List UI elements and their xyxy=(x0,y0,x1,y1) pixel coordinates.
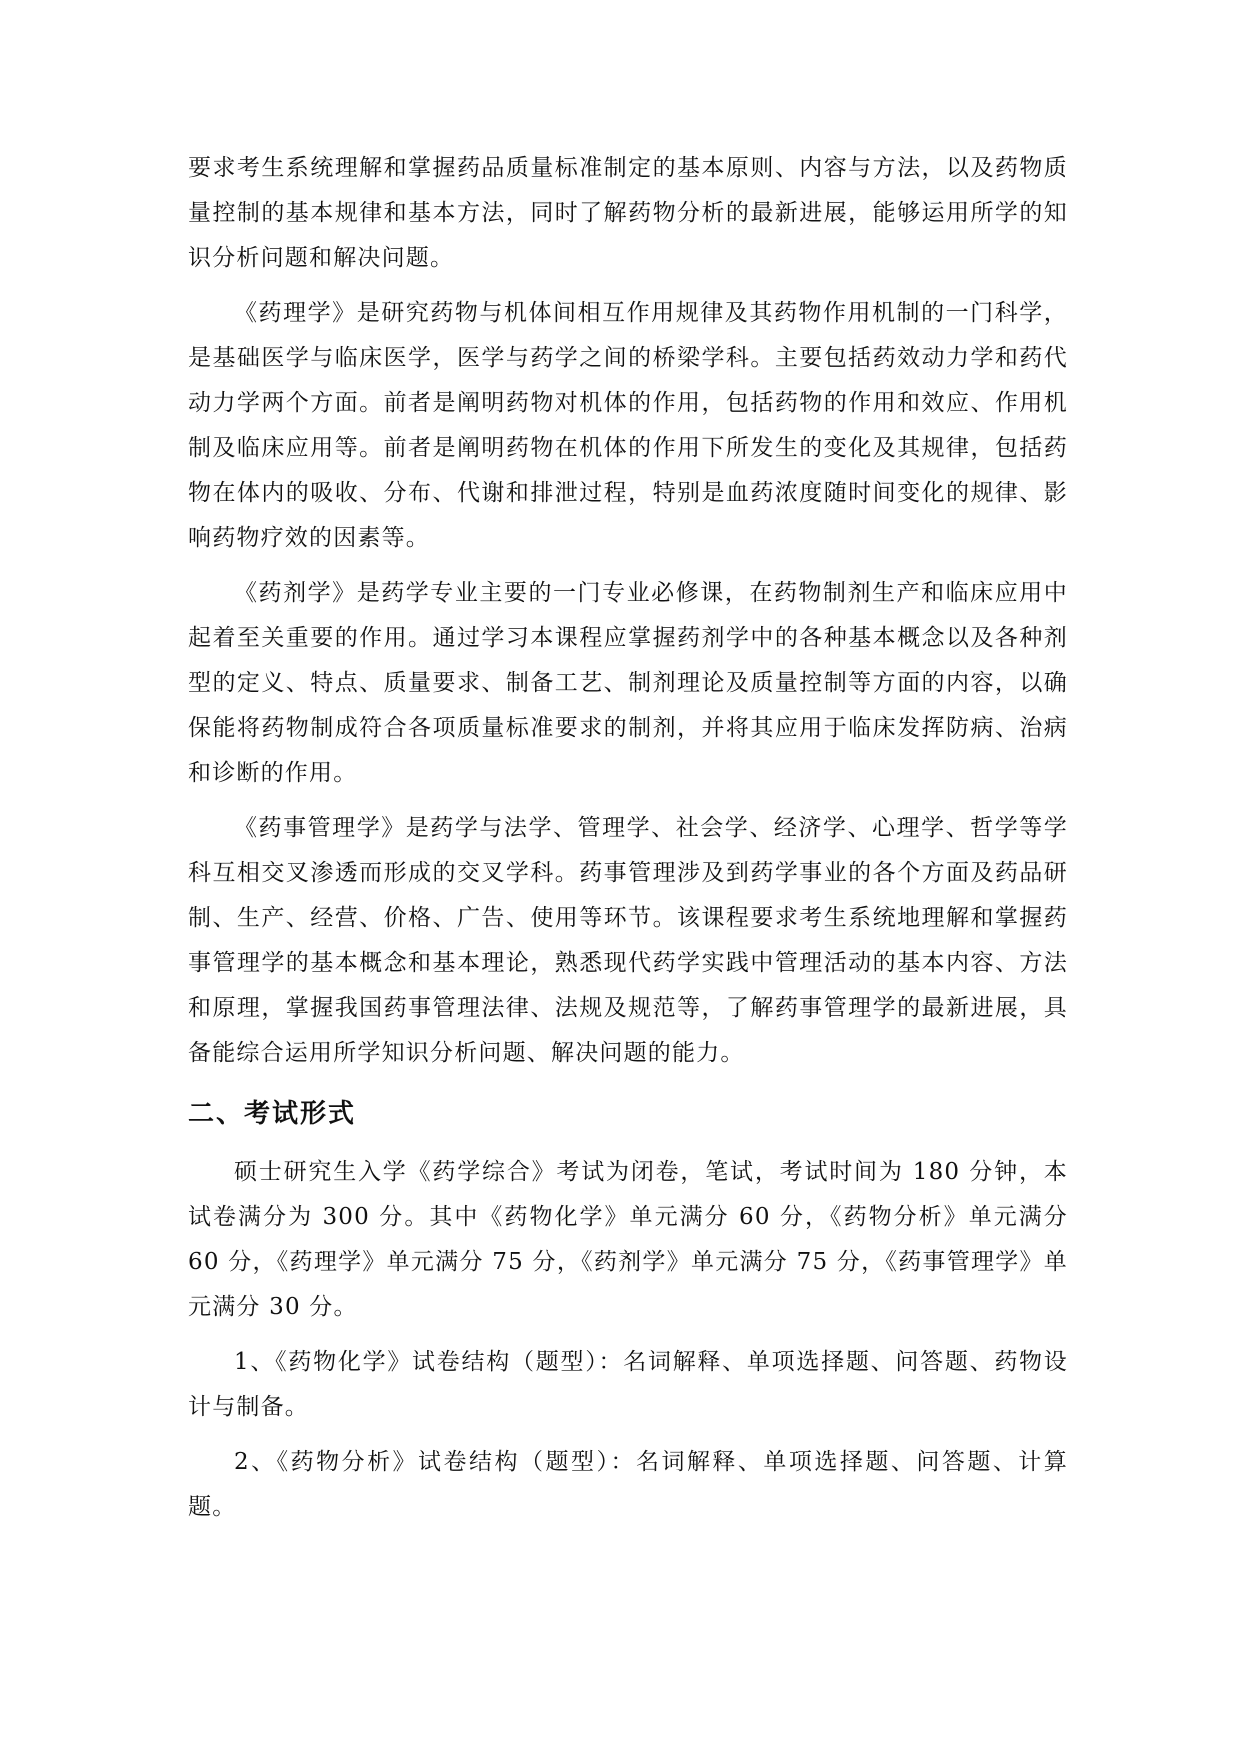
paragraph-pharmaceutics: 《药剂学》是药学专业主要的一门专业必修课，在药物制剂生产和临床应用中起着至关重要的作用。通过学习本课程应掌握药剂学中的各种基本概念以及各种剂型的定义、特点、质量要求、制备工艺、制剂理论及质量控制等方面的内容，以确保能将药物制成符合各项质量标准要求的制剂，并将其应用于临床发挥防病、治病和诊断的作用。 xyxy=(188,580,1068,786)
paragraph-drug-analysis-structure: 2、《药物分析》试卷结构（题型）：名词解释、单项选择题、问答题、计算题。 xyxy=(188,1449,1068,1520)
section-heading-exam-format: 二、考试形式 xyxy=(188,1099,357,1129)
paragraph-analysis-continuation: 要求考生系统理解和掌握药品质量标准制定的基本原则、内容与方法，以及药物质量控制的基本规律和基本方法，同时了解药物分析的最新进展，能够运用所学的知识分析问题和解决问题。 xyxy=(188,155,1068,271)
document-body xyxy=(188,146,1068,1530)
paragraph-medicinal-chemistry-structure: 1、《药物化学》试卷结构（题型）：名词解释、单项选择题、问答题、药物设计与制备。 xyxy=(188,1349,1068,1420)
paragraph-exam-format: 硕士研究生入学《药学综合》考试为闭卷，笔试，考试时间为 180 分钟，本试卷满分为 300 分。其中《药物化学》单元满分 60 分，《药物分析》单元满分 60 分，《药理学》单元满分 75 分，《药剂学》单元满分 75 分，《药事管理学》单元满分 30 分。 xyxy=(188,1159,1068,1320)
paragraph-pharmacology: 《药理学》是研究药物与机体间相互作用规律及其药物作用机制的一门科学，是基础医学与临床医学，医学与药学之间的桥梁学科。主要包括药效动力学和药代动力学两个方面。前者是阐明药物对机体的作用，包括药物的作用和效应、作用机制及临床应用等。前者是阐明药物在机体的作用下所发生的变化及其规律，包括药物在体内的吸收、分布、代谢和排泄过程，特别是血药浓度随时间变化的规律、影响药物疗效的因素等。 xyxy=(188,300,1068,551)
paragraph-pharmacy-administration: 《药事管理学》是药学与法学、管理学、社会学、经济学、心理学、哲学等学科互相交叉渗透而形成的交叉学科。药事管理涉及到药学事业的各个方面及药品研制、生产、经营、价格、广告、使用等环节。该课程要求考生系统地理解和掌握药事管理学的基本概念和基本理论，熟悉现代药学实践中管理活动的基本内容、方法和原理，掌握我国药事管理法律、法规及规范等，了解药事管理学的最新进展，具备能综合运用所学知识分析问题、解决问题的能力。 xyxy=(188,815,1068,1066)
